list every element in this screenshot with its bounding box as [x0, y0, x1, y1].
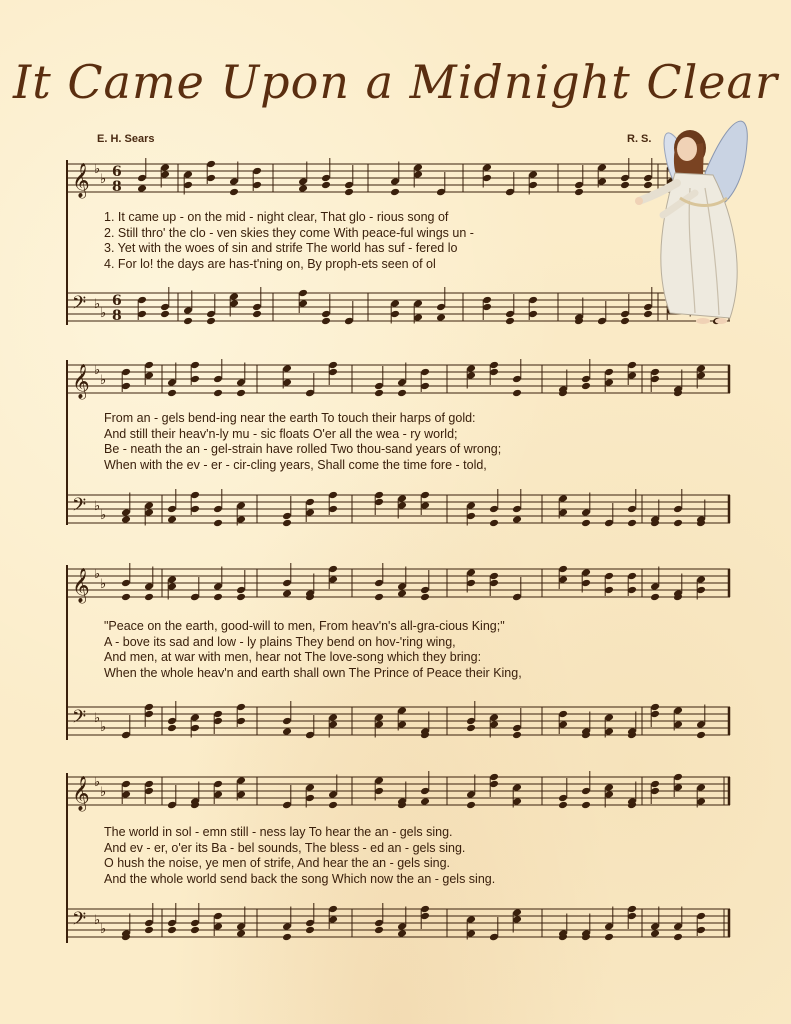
note — [328, 775, 338, 810]
note — [673, 574, 683, 602]
note — [505, 294, 515, 325]
note — [167, 785, 177, 809]
note — [397, 782, 407, 810]
note — [581, 914, 591, 942]
note — [236, 570, 246, 601]
treble-clef-icon: 𝄞 — [72, 364, 90, 399]
bass-staff — [68, 290, 730, 324]
note — [627, 361, 637, 385]
note — [167, 701, 177, 732]
note — [190, 361, 200, 385]
note — [528, 296, 538, 320]
note — [137, 296, 147, 320]
note — [328, 713, 338, 737]
note — [558, 370, 568, 398]
note — [620, 294, 630, 325]
note — [627, 572, 637, 596]
flat-icon: ♭ — [100, 306, 107, 321]
note — [213, 780, 223, 804]
bass-clef-icon: 𝄢 — [72, 495, 87, 520]
note — [597, 301, 607, 325]
note — [282, 496, 292, 527]
note — [374, 713, 384, 737]
note — [321, 294, 331, 325]
note — [305, 574, 315, 602]
note — [466, 568, 476, 592]
treble-clef-icon: 𝄞 — [72, 568, 90, 603]
note — [650, 907, 660, 938]
note — [420, 905, 430, 929]
note — [397, 706, 407, 730]
bass-staff — [68, 492, 730, 526]
note — [121, 493, 131, 524]
note — [420, 491, 430, 515]
treble-clef-icon: 𝄞 — [72, 776, 90, 811]
note — [489, 572, 499, 596]
note — [144, 703, 154, 727]
note — [328, 565, 338, 589]
flat-icon: ♭ — [100, 172, 107, 187]
note — [190, 903, 200, 934]
note — [236, 776, 246, 800]
note — [121, 914, 131, 942]
note — [183, 291, 193, 326]
note — [466, 915, 476, 939]
note — [252, 287, 262, 318]
lyricist-credit: E. H. Sears — [97, 133, 155, 145]
note — [604, 572, 614, 596]
note — [420, 771, 430, 806]
lyric-line: Be - neath the an - gel-strain have rolled Two thou-sand years of wrong; — [104, 442, 502, 456]
note — [374, 366, 384, 397]
note — [190, 491, 200, 515]
note — [489, 361, 499, 385]
note — [581, 712, 591, 740]
note — [144, 780, 154, 804]
verse-lyrics — [104, 411, 704, 473]
note — [696, 705, 706, 740]
flat-icon: ♭ — [100, 373, 107, 388]
note — [482, 163, 492, 187]
lyric-line: And still their heav'n-ly mu - sic floats O'er all the wea - ry world; — [104, 426, 458, 441]
angel-illustration — [635, 103, 755, 333]
note — [282, 785, 292, 809]
note — [604, 783, 614, 807]
note — [190, 713, 200, 737]
note — [466, 701, 476, 732]
time-signature-bottom: 8 — [112, 308, 122, 324]
note — [305, 498, 315, 522]
note — [397, 494, 407, 518]
note — [696, 500, 706, 528]
note — [673, 370, 683, 398]
note — [206, 294, 216, 325]
note — [213, 567, 223, 602]
note — [121, 368, 131, 392]
flat-icon: ♭ — [100, 577, 107, 592]
flat-icon: ♭ — [94, 363, 101, 378]
lyric-line: O hush the noise, ye men of strife, And hear the an - gels sing. — [104, 856, 451, 870]
note — [512, 783, 522, 807]
flat-icon: ♭ — [94, 567, 101, 582]
note — [489, 917, 499, 941]
note — [236, 501, 246, 525]
lyric-line: And the whole world send back the song Which now the an - gels sing. — [104, 871, 496, 886]
note — [167, 903, 177, 934]
note — [144, 361, 154, 385]
note — [581, 568, 591, 592]
composer-credit: R. S. — [627, 133, 652, 145]
note — [160, 287, 170, 318]
lyric-line: "Peace on the earth, good-will to men, From heav'n's all-gra-cious King;" — [104, 619, 505, 633]
note — [413, 163, 423, 187]
note — [696, 783, 706, 807]
note — [505, 172, 515, 196]
flat-icon: ♭ — [94, 775, 101, 790]
note — [397, 907, 407, 938]
note — [190, 577, 200, 601]
flat-icon: ♭ — [94, 913, 101, 928]
note — [328, 491, 338, 515]
flat-icon: ♭ — [100, 922, 107, 937]
treble-staff — [68, 566, 730, 603]
note — [282, 907, 292, 942]
note — [305, 373, 315, 397]
flat-icon: ♭ — [94, 499, 101, 514]
note — [696, 912, 706, 936]
note — [696, 575, 706, 599]
note — [344, 301, 354, 325]
lyric-line: 4. For lo! the days are has-t'ning on, By proph-ets seen of ol — [104, 256, 436, 271]
note — [420, 570, 430, 601]
note — [673, 907, 683, 942]
verse-lyrics — [104, 825, 704, 887]
lyric-line: And men, at war with men, hear not The love-song which they bring: — [104, 650, 482, 664]
flat-icon: ♭ — [94, 162, 101, 177]
note — [321, 158, 331, 189]
note — [558, 778, 568, 809]
lyric-line: From an - gels bend-ing near the earth To touch their harps of gold: — [104, 411, 476, 425]
note — [673, 706, 683, 730]
note — [420, 368, 430, 392]
note — [305, 715, 315, 739]
note — [581, 493, 591, 528]
note — [328, 905, 338, 929]
note — [236, 703, 246, 727]
note — [597, 163, 607, 187]
note — [374, 776, 384, 800]
verse-lyrics — [104, 210, 704, 272]
note — [650, 368, 660, 392]
note — [137, 158, 147, 193]
lyric-line: 3. Yet with the woes of sin and strife The world has suf - fered lo — [104, 241, 458, 255]
note — [397, 363, 407, 398]
note — [512, 908, 522, 932]
bass-staff — [68, 906, 730, 940]
note — [374, 491, 384, 515]
note — [390, 299, 400, 323]
note — [298, 289, 308, 313]
note — [574, 298, 584, 326]
note — [466, 775, 476, 810]
note — [183, 170, 193, 194]
lyric-line: The world in sol - emn still - ness lay To hear the an - gels sing. — [104, 825, 453, 839]
treble-staff — [68, 774, 730, 811]
flat-icon: ♭ — [94, 297, 101, 312]
note — [144, 567, 154, 602]
time-signature-top: 6 — [112, 293, 122, 309]
note — [144, 501, 154, 525]
note — [167, 575, 177, 599]
note — [229, 292, 239, 316]
note — [558, 565, 568, 589]
note — [558, 494, 568, 518]
note — [282, 364, 292, 388]
note — [167, 489, 177, 524]
note — [512, 708, 522, 739]
note — [696, 364, 706, 388]
note — [512, 489, 522, 524]
note — [627, 712, 637, 740]
note — [627, 905, 637, 929]
treble-staff — [68, 362, 730, 399]
note — [305, 783, 315, 807]
note — [305, 903, 315, 934]
note — [436, 172, 446, 196]
note — [650, 567, 660, 602]
flat-icon: ♭ — [100, 785, 107, 800]
lyric-line: 1. It came up - on the mid - night clear, That glo - rious song of — [104, 210, 449, 224]
lyric-line: When with the ev - er - cir-cling years, Shall come the time fore - told, — [104, 457, 487, 472]
note — [558, 710, 568, 734]
note — [673, 773, 683, 797]
note — [167, 363, 177, 398]
time-signature-bottom: 8 — [112, 179, 122, 195]
bass-clef-icon: 𝄢 — [72, 909, 87, 934]
note — [344, 165, 354, 196]
time-signature-top: 6 — [112, 164, 122, 180]
lyric-line: A - bove its sad and low - ly plains They bend on hov-'ring wing, — [104, 634, 456, 649]
lyric-line: 2. Still thro' the clo - ven skies they come With peace-ful wings un - — [104, 225, 474, 240]
note — [620, 158, 630, 189]
bass-clef-icon: 𝄢 — [72, 707, 87, 732]
note — [466, 364, 476, 388]
note — [650, 703, 660, 727]
note — [121, 715, 131, 739]
flat-icon: ♭ — [94, 711, 101, 726]
note — [397, 567, 407, 598]
flat-icon: ♭ — [100, 720, 107, 735]
note — [489, 713, 499, 737]
note — [420, 712, 430, 740]
note — [466, 501, 476, 525]
note — [328, 361, 338, 385]
note — [190, 782, 200, 810]
note — [482, 296, 492, 320]
page-title: It Came Upon a Midnight Clear — [13, 55, 778, 109]
note — [528, 170, 538, 194]
lyric-line: When the whole heav'n and earth shall own The Prince of Peace their King, — [104, 665, 522, 680]
note — [512, 577, 522, 601]
note — [436, 287, 446, 322]
note — [298, 162, 308, 193]
note — [144, 903, 154, 934]
flat-icon: ♭ — [100, 508, 107, 523]
treble-staff — [68, 161, 730, 198]
note — [413, 299, 423, 323]
note — [558, 914, 568, 942]
note — [282, 563, 292, 598]
note — [390, 162, 400, 197]
note — [252, 167, 262, 191]
note — [627, 782, 637, 810]
note — [374, 903, 384, 934]
note — [160, 163, 170, 187]
note — [604, 907, 614, 942]
note — [229, 162, 239, 197]
note — [604, 503, 614, 527]
note — [581, 359, 591, 390]
note — [604, 368, 614, 392]
note — [574, 165, 584, 196]
lyric-line: And ev - er, o'er its Ba - bel sounds, The bless - ed an - gels sing. — [104, 840, 466, 855]
note — [236, 363, 246, 398]
note — [650, 500, 660, 528]
note — [213, 912, 223, 936]
verse-lyrics — [104, 619, 704, 681]
note — [206, 160, 216, 184]
bass-staff — [68, 704, 730, 738]
note — [213, 710, 223, 734]
note — [489, 773, 499, 797]
note — [282, 701, 292, 736]
note — [650, 780, 660, 804]
bass-clef-icon: 𝄢 — [72, 293, 87, 318]
note — [121, 780, 131, 804]
note — [236, 907, 246, 938]
note — [604, 713, 614, 737]
treble-clef-icon: 𝄞 — [72, 163, 90, 198]
